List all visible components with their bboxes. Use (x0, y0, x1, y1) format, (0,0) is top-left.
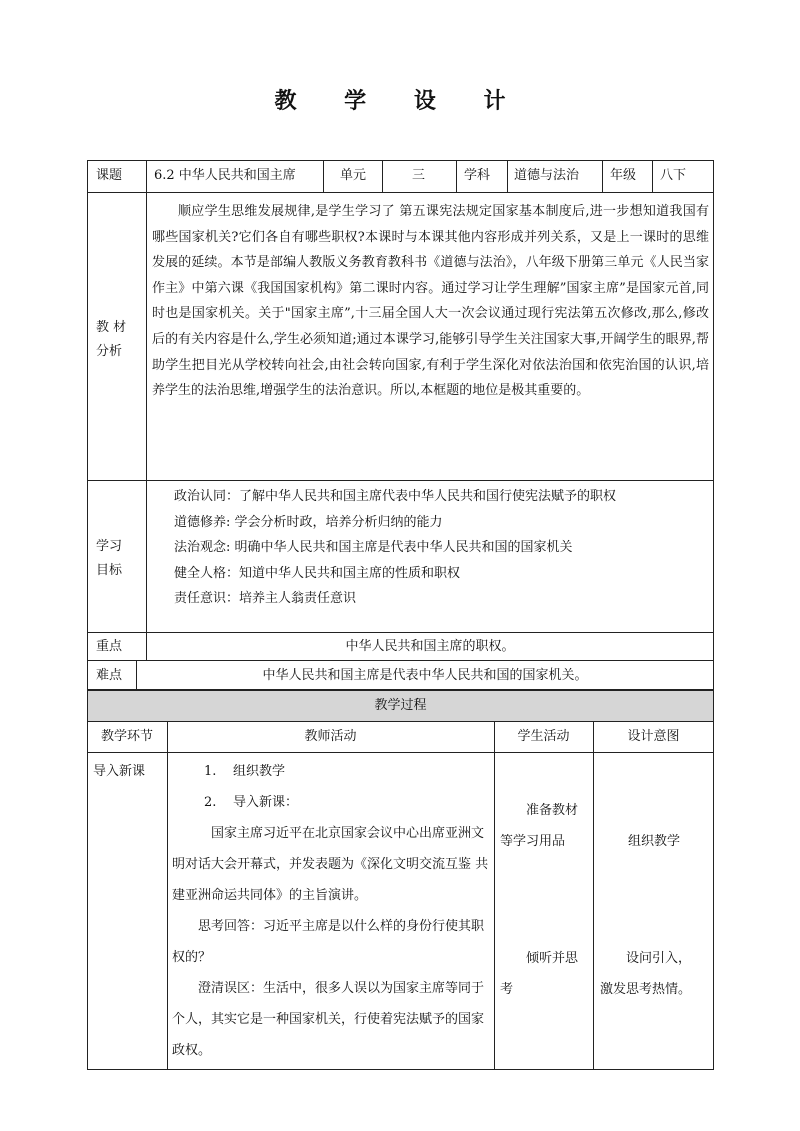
teacher-item-1 (172, 756, 490, 787)
subject-label: 学科 (464, 168, 491, 183)
topic-value: 6.2 中华人民共和国主席 (154, 168, 296, 183)
intent-line: 设问引入， (626, 951, 692, 966)
item-number: 1. (204, 764, 217, 779)
unit-label: 单元 (340, 168, 367, 183)
subject-value: 道德与法治 (514, 168, 580, 183)
goals-list (174, 484, 709, 612)
page-title: 教 学 设 计 (274, 89, 526, 114)
topic-label: 课题 (96, 168, 123, 183)
teacher-item-2 (172, 787, 490, 818)
key-point-label: 重点 (96, 639, 123, 654)
student-line: 倾听并思 (526, 951, 579, 966)
student-line: 准备教材 (526, 803, 579, 818)
col-header-student: 学生活动 (517, 729, 570, 744)
teacher-para-3: 澄清误区：生活中，很多人误以为国家主席等同于个人，其实它是一种国家机关，行使着宪法赋予的国家政权。 (172, 981, 485, 1058)
student-line: 考 (500, 982, 514, 997)
item-number: 2. (204, 795, 217, 810)
teacher-para-2: 思考回答：习近平主席是以什么样的身份行使其职权的？ (172, 919, 485, 965)
grade-value: 八下 (660, 168, 687, 183)
col-header-stage: 教学环节 (100, 729, 153, 744)
unit-value: 三 (412, 168, 426, 183)
analysis-label-line-2: 分析 (96, 344, 123, 359)
intent-line: 激发思考热情。 (600, 982, 692, 997)
item-text: 组织教学 (232, 764, 285, 779)
goal-item: 责任意识：培养主人翁责任意识 (174, 591, 357, 607)
goal-item: 健全人格：知道中华人民共和国主席的性质和职权 (174, 565, 461, 581)
intent-2 (600, 943, 691, 1005)
analysis-label-line-1: 教 材 (96, 320, 127, 335)
student-activity-2 (500, 943, 578, 1005)
col-header-teacher: 教师活动 (304, 729, 357, 744)
student-activity-1 (500, 795, 578, 857)
difficulty-text: 中华人民共和国主席是代表中华人民共和国的国家机关。 (262, 668, 588, 683)
item-text: 导入新课： (232, 795, 298, 810)
goals-label-line-2: 目标 (96, 563, 123, 578)
stage-label: 导入新课 (93, 764, 146, 779)
teacher-para-1: 国家主席习近平在北京国家会议中心出席亚洲文明对话大会开幕式，并发表题为《深化文明交流互鉴 共建亚洲命运共同体》的主旨演讲。 (172, 826, 489, 903)
goals-label (96, 535, 122, 583)
goal-item: 道德修养: 学会分析时政，培养分析归纳的能力 (174, 514, 443, 530)
goal-item: 政治认同：了解中华人民共和国主席代表中华人民共和国行使宪法赋予的职权 (174, 489, 617, 504)
analysis-text: 顺应学生思维发展规律,是学生学习了 第五课宪法规定国家基本制度后,进一步想知道我国有哪些国家机关?它们各自有哪些职权?本课时与本课其他内容形成并列关系，又是上一课时的思维发展的延续。本节是部编人教版义务教育教科书《道德与法治》，八年级下册第三单元《人民当家作主》中第六课《我国国家机构》第二课时内容。通过学习让学生理解”国家主席”是国家元首,同时也是国家机关。关于"国家主席”,十三届全国人大一次会议通过现行宪法第五次修改,那么,修改后的有关内容是什么,学生必须知道;通过本课学习,能够引导学生关注国家大事,开阔学生的眼界,帮助学生把目光从学校转向社会,由社会转向国家,有利于学生深化对依法治国和依宪治国的认识,培养学生的法治思维,增强学生的法治意识。所以,本框题的地位是极其重要的。 (152, 204, 709, 399)
goals-label-line-1: 学习 (96, 539, 123, 554)
difficulty-label: 难点 (96, 668, 123, 683)
key-point-text: 中华人民共和国主席的职权。 (345, 639, 515, 654)
analysis-label (96, 316, 126, 364)
col-header-intent: 设计意图 (627, 729, 680, 744)
process-title: 教学过程 (374, 698, 427, 713)
student-line: 等学习用品 (500, 834, 566, 849)
grade-label: 年级 (610, 168, 637, 183)
teacher-activity (172, 756, 490, 1066)
intent-1: 组织教学 (628, 834, 681, 849)
goal-item: 法治观念: 明确中华人民共和国主席是代表中华人民共和国的国家机关 (174, 540, 573, 556)
